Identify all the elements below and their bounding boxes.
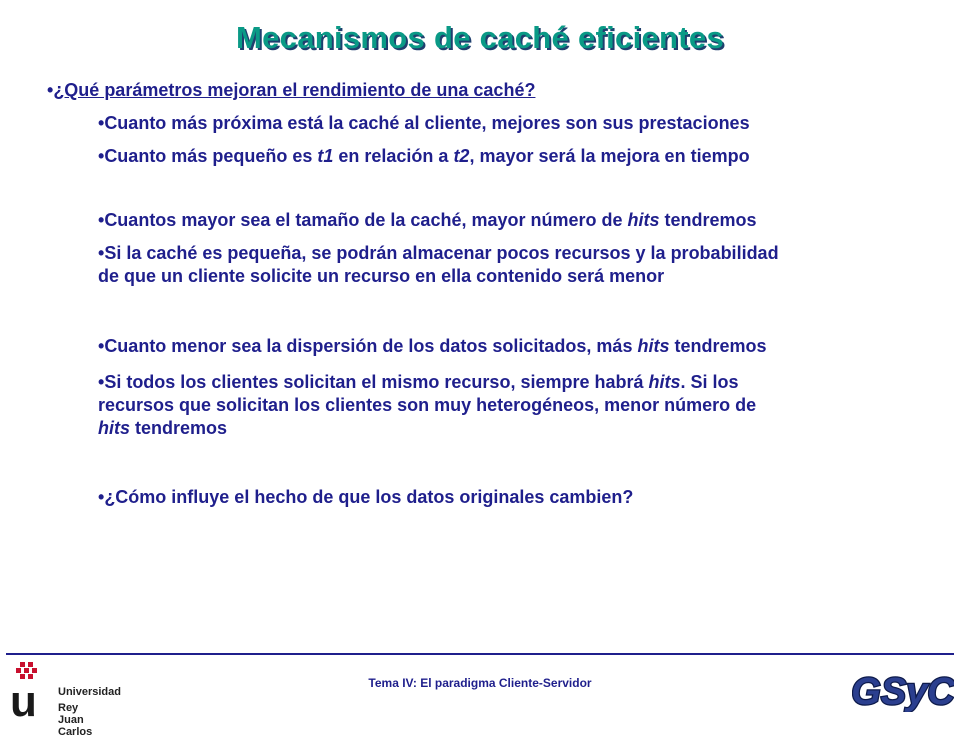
bullet-marker: •	[98, 113, 105, 133]
svg-text:GSyC: GSyC	[852, 671, 954, 712]
bullet-marker: •	[98, 487, 105, 507]
svg-text:u: u	[10, 677, 37, 718]
urjc-logo: u Universidad Rey Juan Carlos	[8, 660, 52, 723]
gsyc-logo	[852, 668, 954, 717]
bullet-marker: •	[98, 243, 105, 263]
urjc-crown-icon	[8, 660, 52, 718]
bullet-marker: •	[98, 336, 105, 356]
bullet-question-changes: •¿Cómo influye el hecho de que los datos originales cambien?	[98, 487, 634, 507]
bullet-small-cache: •Si la caché es pequeña, se podrán almacenar pocos recursos y la probabilidad de que un cliente solicite un recurso en ella contenido será menor	[98, 243, 779, 286]
bullet-marker: •	[98, 372, 105, 392]
footer-divider	[6, 653, 954, 655]
footer-text: Tema IV: El paradigma Cliente-Servidor	[368, 676, 592, 690]
gsyc-logo-icon	[852, 668, 954, 712]
bullet-same-resource: •Si todos los clientes solicitan el mismo recurso, siempre habrá hits. Si los recursos que solicitan los clientes son muy heterogéneos, menor número de hits tendremos	[98, 372, 757, 438]
bullet-marker: •	[98, 210, 105, 230]
bullet-proximity: •Cuanto más próxima está la caché al cliente, mejores son sus prestaciones	[98, 113, 750, 133]
bullet-marker: •	[47, 80, 54, 100]
bullet-t1-t2: •Cuanto más pequeño es t1 en relación a t2, mayor será la mejora en tiempo	[98, 146, 750, 166]
bullet-cache-size: •Cuantos mayor sea el tamaño de la caché, mayor número de hits tendremos	[98, 210, 757, 230]
bullet-marker: •	[98, 146, 105, 166]
slide-title: Mecanismos de caché eficientes	[235, 20, 724, 55]
bullet-dispersion: •Cuanto menor sea la dispersión de los datos solicitados, más hits tendremos	[98, 336, 767, 356]
bullet-question-parameters: •¿Qué parámetros mejoran el rendimiento de una caché?	[47, 80, 536, 100]
